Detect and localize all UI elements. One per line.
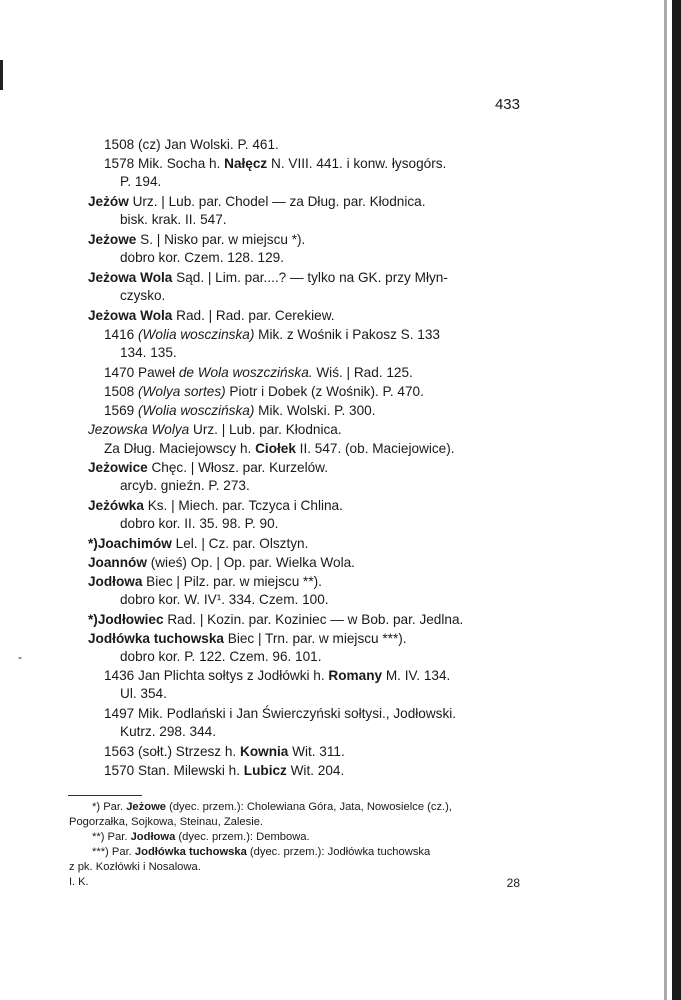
text-line: [120, 345, 177, 361]
entry-text: z pk. Kozłówki i Nosalowa.: [69, 861, 201, 873]
entry-text: Mik. Wolski. P. 300.: [254, 403, 376, 418]
footnote-line: [92, 800, 452, 814]
entry-text: arcyb. gnieźn. P. 273.: [120, 478, 250, 493]
text-line: [120, 174, 161, 190]
entry-name-bold: Nałęcz: [224, 156, 268, 171]
entry-text: Za Dług. Maciejowscy h.: [104, 441, 256, 456]
entry-text: (dyec. przem.): Dembowa.: [175, 831, 310, 843]
text-line: [120, 212, 227, 228]
entry-text: Sąd. | Lim. par....? — tylko na GK. przy Młyn-: [172, 270, 448, 285]
footnote-line: [92, 845, 430, 859]
entry-name-italic: (Wolia wosczinska): [138, 327, 255, 342]
entry-name-bold: Joannów: [88, 555, 147, 570]
entry-text: 1470 Paweł: [104, 365, 179, 380]
entry-text: (dyec. przem.): Cholewiana Góra, Jata, Nowosielce (cz.),: [166, 801, 453, 813]
text-line: [120, 686, 167, 702]
page-number: 433: [494, 96, 520, 113]
text-line: [88, 422, 342, 438]
entry-name-bold: Romany: [328, 668, 383, 683]
entry-text: (dyec. przem.): Jodłówka tuchowska: [246, 846, 431, 858]
entry-text: Ul. 354.: [120, 686, 167, 701]
text-line: [120, 516, 278, 532]
entry-text: Mik. z Wośnik i Pakosz S. 133: [254, 327, 440, 342]
entry-name-bold: Jeżowa Wola: [88, 270, 173, 285]
entry-text: 1570 Stan. Milewski h.: [104, 763, 244, 778]
entry-text: M. IV. 134.: [382, 668, 451, 683]
entry-text: 1563 (sołt.) Strzesz h.: [104, 744, 240, 759]
scan-dark-edge: [672, 0, 681, 1000]
entry-text: 134. 135.: [120, 345, 177, 360]
entry-text: Urz. | Lub. par. Chodel — za Dług. par. Kłodnica.: [128, 194, 426, 209]
entry-text: Rad. | Rad. par. Cerekiew.: [172, 308, 335, 323]
text-line: [104, 384, 424, 400]
entry-text: dobro kor. P. 122. Czem. 96. 101.: [120, 649, 322, 664]
entry-text: dobro kor. Czem. 128. 129.: [120, 250, 284, 265]
entry-text: Wit. 311.: [288, 744, 345, 759]
entry-text: 1508 (cz) Jan Wolski. P. 461.: [104, 137, 279, 152]
text-line: [104, 137, 279, 153]
text-line: [88, 270, 448, 286]
entry-name-bold: Jeżowe: [88, 232, 137, 247]
entry-name-bold: Jeżowe: [126, 801, 166, 813]
text-line: [104, 156, 446, 172]
entry-text: dobro kor. W. IV¹. 334. Czem. 100.: [120, 592, 329, 607]
entry-text: *) Par.: [92, 801, 127, 813]
entry-name-italic: (Wolia wosczińska): [138, 403, 255, 418]
footnote-line: [92, 830, 310, 844]
text-line: [104, 365, 413, 381]
footnote-rule: [68, 795, 142, 796]
text-line: [104, 327, 440, 343]
text-line: [88, 460, 328, 476]
entry-text: (wieś) Op. | Op. par. Wielka Wola.: [146, 555, 355, 570]
entry-text: Urz. | Lub. par. Kłodnica.: [189, 422, 342, 437]
entry-name-bold: Ciołek: [255, 441, 296, 456]
text-line: [88, 574, 322, 590]
entry-name-bold: Jeżówka: [88, 498, 144, 513]
entry-text: Wiś. | Rad. 125.: [312, 365, 413, 380]
text-line: [88, 232, 305, 248]
entry-name-bold: *)Joachimów: [88, 536, 172, 551]
scan-shadow-edge: [664, 0, 667, 1000]
entry-text: dobro kor. II. 35. 98. P. 90.: [120, 516, 279, 531]
footnote-line: [69, 815, 263, 829]
text-line: [88, 612, 463, 628]
entry-name-bold: Jeżów: [88, 194, 129, 209]
entry-name-bold: Jodłówka tuchowska: [134, 846, 247, 858]
text-line: [104, 744, 345, 760]
entry-name-italic: Jezowska Wolya: [88, 422, 190, 437]
entry-text: 1497 Mik. Podlański i Jan Świerczyński sołtysi., Jodłowski.: [104, 706, 457, 721]
text-line: [104, 668, 450, 684]
entry-text: czysko.: [120, 288, 166, 303]
entry-text: 1508: [104, 384, 139, 399]
signature-mark: I. K.: [69, 876, 89, 888]
entry-name-bold: *)Jodłowiec: [88, 612, 164, 627]
text-line: [120, 592, 329, 608]
text-line: [120, 724, 216, 740]
entry-name-bold: Lubicz: [243, 763, 287, 778]
entry-text: II. 547. (ob. Maciejowice).: [295, 441, 455, 456]
entry-text: Piotr i Dobek (z Wośnik). P. 470.: [225, 384, 424, 399]
sheet-number: 28: [506, 876, 520, 890]
entry-name-bold: Jeżowice: [88, 460, 148, 475]
entry-text: Pogorzałka, Sojkowa, Steinau, Zalesie.: [69, 816, 264, 828]
text-line: [88, 536, 308, 552]
text-line: [120, 288, 165, 304]
entry-text: bisk. krak. II. 547.: [120, 212, 227, 227]
entry-text: ***) Par.: [92, 846, 135, 858]
footnote-line: [69, 860, 201, 874]
text-line: [104, 706, 456, 722]
entry-text: S. | Nisko par. w miejscu *).: [136, 232, 306, 247]
entry-name-italic: (Wolya sortes): [138, 384, 226, 399]
text-line: [120, 478, 250, 494]
text-line: [104, 403, 376, 419]
margin-dash-mark: -: [18, 650, 22, 664]
entry-text: Lel. | Cz. par. Olsztyn.: [171, 536, 309, 551]
entry-text: 1569: [104, 403, 139, 418]
entry-text: Kutrz. 298. 344.: [120, 724, 216, 739]
entry-name-bold: Jodłówka tuchowska: [88, 631, 224, 646]
text-line: [120, 250, 284, 266]
entry-text: Biec | Pilz. par. w miejscu **).: [142, 574, 322, 589]
entry-text: **) Par.: [92, 831, 131, 843]
text-line: [88, 555, 355, 571]
entry-name-bold: Jeżowa Wola: [88, 308, 173, 323]
entry-text: Ks. | Miech. par. Tczyca i Chlina.: [143, 498, 343, 513]
scan-margin-mark: [0, 60, 3, 90]
entry-text: P. 194.: [120, 174, 162, 189]
entry-name-bold: Kownia: [240, 744, 289, 759]
entry-text: 1436 Jan Plichta sołtys z Jodłówki h.: [104, 668, 329, 683]
entry-text: Rad. | Kozin. par. Koziniec — w Bob. par. Jedlna.: [163, 612, 464, 627]
entry-name-italic: de Wola woszczińska.: [178, 365, 313, 380]
entry-text: N. VIII. 441. i konw. łysogórs.: [267, 156, 447, 171]
text-line: [88, 194, 426, 210]
entry-text: Chęc. | Włosz. par. Kurzelów.: [147, 460, 329, 475]
text-line: [88, 308, 335, 324]
text-line: [104, 441, 455, 457]
text-line: [88, 498, 343, 514]
entry-name-bold: Jodłowa: [130, 831, 176, 843]
entry-text: Biec | Trn. par. w miejscu ***).: [223, 631, 407, 646]
text-line: [120, 649, 322, 665]
entry-name-bold: Jodłowa: [88, 574, 143, 589]
entry-text: 1416: [104, 327, 139, 342]
text-line: [88, 631, 407, 647]
entry-text: 1578 Mik. Socha h.: [104, 156, 225, 171]
text-line: [104, 763, 344, 779]
entry-text: Wit. 204.: [286, 763, 345, 778]
